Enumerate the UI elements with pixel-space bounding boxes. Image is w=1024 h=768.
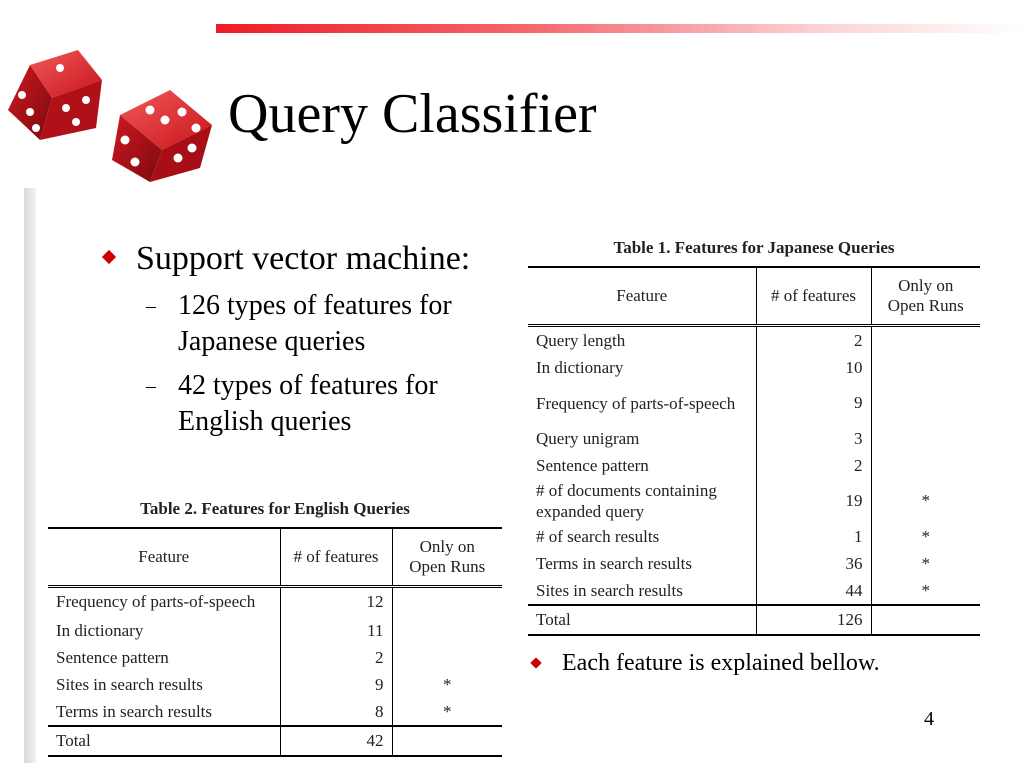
table-row xyxy=(48,698,502,726)
note-text: Each feature is explained bellow. xyxy=(562,650,880,676)
sub-bullet-item xyxy=(98,368,508,440)
table-cell: 36 xyxy=(756,550,871,577)
table-cell: * xyxy=(921,526,930,546)
bullet-text: Support vector machine: xyxy=(136,240,471,277)
table2-caption: Table 2. Features for English Queries xyxy=(140,499,410,518)
table-cell xyxy=(871,355,980,381)
table-cell: 2 xyxy=(756,452,871,479)
table-row xyxy=(48,671,502,698)
table-cell: Query length xyxy=(528,325,756,355)
table-cell: Sentence pattern xyxy=(528,452,756,479)
table-cell: * xyxy=(921,580,930,600)
table-cell: 10 xyxy=(756,355,871,381)
sub-bullet-item xyxy=(98,288,508,360)
table-cell: * xyxy=(443,701,452,721)
table-row xyxy=(528,577,980,605)
table-cell xyxy=(871,425,980,452)
table-row xyxy=(48,586,502,617)
table-cell xyxy=(871,325,980,355)
bullet-diamond-icon xyxy=(102,250,116,264)
bullet-list xyxy=(98,238,518,440)
table-row xyxy=(528,425,980,452)
table1 xyxy=(528,266,980,636)
bullet-item xyxy=(98,238,518,280)
table-cell: * xyxy=(443,674,452,694)
table-total-row xyxy=(48,726,502,756)
table2 xyxy=(48,527,502,757)
table2-header-count: # of features xyxy=(280,528,392,586)
left-accent-bar xyxy=(24,188,36,763)
table-cell xyxy=(871,381,980,425)
table1-header-open: Only on Open Runs xyxy=(871,267,980,325)
table-cell: # of documents containing expanded query xyxy=(528,479,756,523)
table-cell: * xyxy=(921,491,930,510)
table1-header-feature: Feature xyxy=(528,267,756,325)
table-row xyxy=(528,325,980,355)
top-accent-bar xyxy=(216,24,1024,33)
note-bullet xyxy=(528,648,880,678)
table-total-row xyxy=(528,605,980,635)
table-cell: 126 xyxy=(756,605,871,635)
table-cell xyxy=(392,586,502,617)
table-cell xyxy=(871,452,980,479)
left-die xyxy=(8,50,102,140)
table-cell: 19 xyxy=(756,479,871,523)
table-cell: Terms in search results xyxy=(528,550,756,577)
table-cell xyxy=(392,726,502,756)
table-cell: Sites in search results xyxy=(528,577,756,605)
table2-header-feature: Feature xyxy=(48,528,280,586)
table1-header-count: # of features xyxy=(756,267,871,325)
table2-header-open: Only on Open Runs xyxy=(392,528,502,586)
table-cell: Sentence pattern xyxy=(48,644,280,671)
table-row xyxy=(48,644,502,671)
dash-marker: – xyxy=(146,295,156,317)
sub-bullet-text: 126 types of features for Japanese queries xyxy=(178,290,452,357)
page-title: Query Classifier xyxy=(228,83,597,145)
table-row xyxy=(528,550,980,577)
table-cell: 9 xyxy=(756,381,871,425)
table-row xyxy=(528,479,980,523)
table-cell: # of search results xyxy=(528,523,756,550)
table-cell: In dictionary xyxy=(48,617,280,644)
table-cell: Sites in search results xyxy=(48,671,280,698)
dice-icon xyxy=(0,40,225,190)
table-cell: * xyxy=(921,553,930,573)
table1-caption: Table 1. Features for Japanese Queries xyxy=(613,238,895,257)
table-cell: Frequency of parts-of-speech xyxy=(528,381,756,425)
dash-marker: – xyxy=(146,375,156,397)
table-cell: 2 xyxy=(280,644,392,671)
table-cell: 8 xyxy=(280,698,392,726)
right-die xyxy=(112,90,212,182)
table-row xyxy=(528,523,980,550)
table-cell: Frequency of parts-of-speech xyxy=(48,586,280,617)
table-cell xyxy=(871,605,980,635)
bullet-diamond-icon xyxy=(530,657,541,668)
table-cell xyxy=(392,617,502,644)
table-cell: Total xyxy=(528,605,756,635)
table-cell: Total xyxy=(48,726,280,756)
table-cell: 1 xyxy=(756,523,871,550)
table-cell: 2 xyxy=(756,325,871,355)
table-row xyxy=(528,355,980,381)
table-cell: Terms in search results xyxy=(48,698,280,726)
table-cell: 9 xyxy=(280,671,392,698)
sub-bullet-text: 42 types of features for English queries xyxy=(178,370,438,437)
table-cell: 3 xyxy=(756,425,871,452)
table-cell: In dictionary xyxy=(528,355,756,381)
table-row xyxy=(528,381,980,425)
table-row xyxy=(48,617,502,644)
table-cell: Query unigram xyxy=(528,425,756,452)
table-cell xyxy=(392,644,502,671)
table-cell: 12 xyxy=(280,586,392,617)
table-row xyxy=(528,452,980,479)
table-cell: 44 xyxy=(756,577,871,605)
table-cell: 11 xyxy=(280,617,392,644)
table-cell: 42 xyxy=(280,726,392,756)
page-number: 4 xyxy=(924,708,934,730)
